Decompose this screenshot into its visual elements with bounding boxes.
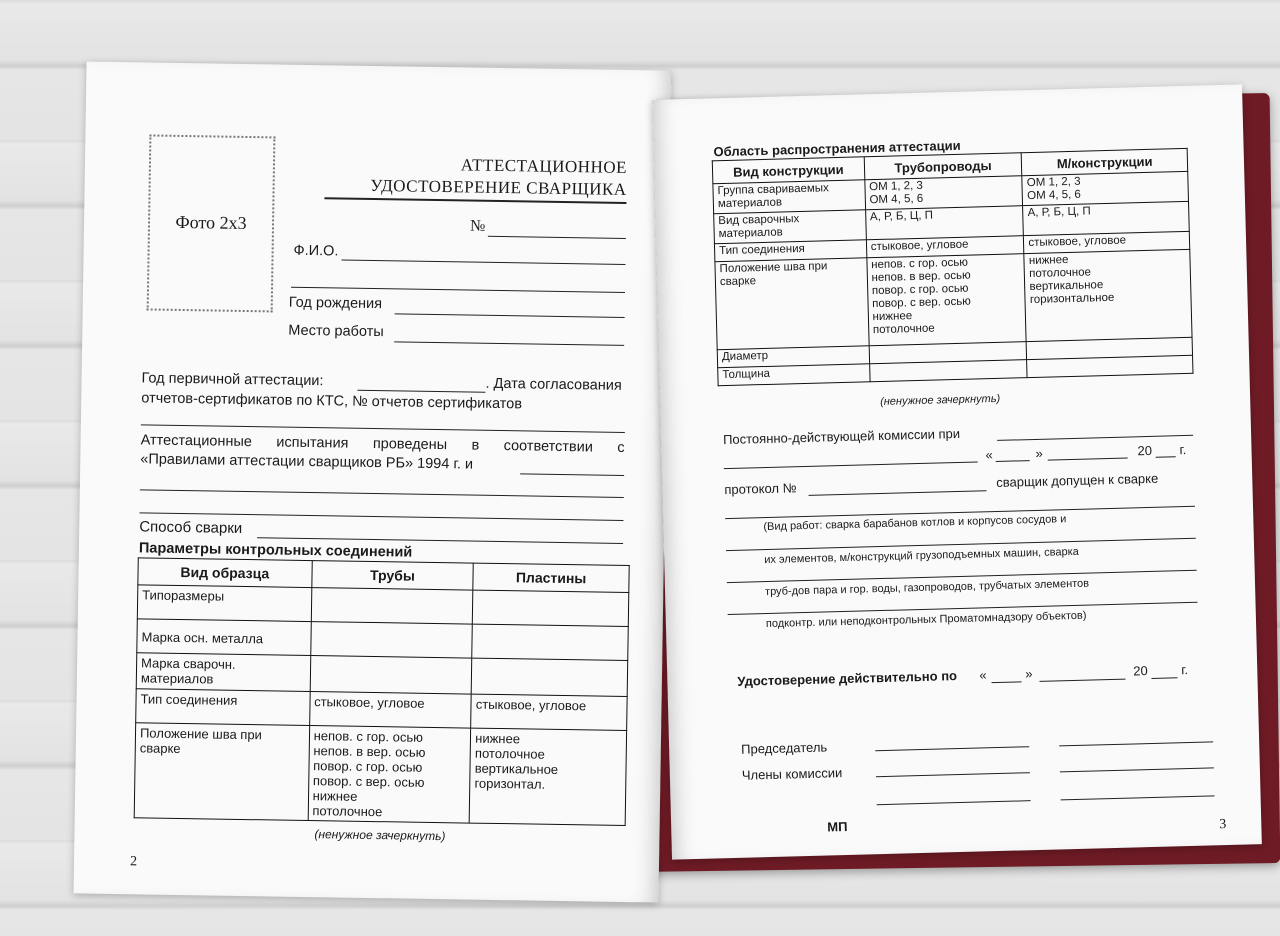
number-label: № xyxy=(469,217,486,235)
row-label: Типоразмеры xyxy=(137,585,311,622)
pipes-cell: стыковое, угловое xyxy=(309,692,471,729)
work-type-line3: труб-дов пара и гор. воды, газопроводов, трубчатых элементов xyxy=(764,577,1090,599)
birth-year-label: Год рождения xyxy=(288,294,383,313)
row-label: Марка осн. металла xyxy=(137,619,311,656)
commission-field-line2[interactable] xyxy=(724,461,978,469)
pipes-cell[interactable] xyxy=(310,622,472,659)
scope-title: Область распространения аттестации xyxy=(713,137,961,160)
member2-name-field[interactable] xyxy=(1061,795,1215,800)
reports-label: отчетов-сертификатов по КТС, № отчетов сертификатов xyxy=(141,390,523,413)
row-label: Вид сварочных материалов xyxy=(714,210,866,244)
structures-cell[interactable] xyxy=(1027,355,1193,377)
commission-year-field[interactable] xyxy=(1156,456,1176,458)
work-type-line4: подконтр. или неподконтрольных Проматомнадзору объектов) xyxy=(765,609,1087,631)
fio-field-line2[interactable] xyxy=(291,287,625,293)
date-quote-open: « xyxy=(985,447,993,463)
chairman-name-field[interactable] xyxy=(1059,741,1213,746)
header-construction-type: Вид конструкции xyxy=(712,157,864,184)
first-attestation-label: Год первичной аттестации: xyxy=(141,370,324,390)
tests-field[interactable] xyxy=(520,473,624,476)
photo-placeholder xyxy=(147,134,276,312)
left-page xyxy=(74,61,672,902)
structures-cell: А, Р, Б, Ц, П xyxy=(1023,201,1189,235)
scope-table xyxy=(712,148,1194,386)
chairman-signature-field[interactable] xyxy=(875,746,1029,751)
number-field[interactable] xyxy=(488,236,626,239)
row-label: Группа свариваемых материалов xyxy=(713,180,865,214)
approval-label: . Дата согласования xyxy=(485,375,622,394)
pipelines-cell[interactable] xyxy=(869,360,1027,382)
valid-year-field[interactable] xyxy=(1151,677,1177,679)
page-number: 3 xyxy=(1219,817,1227,833)
valid-label: Удостоверение действительно по xyxy=(737,668,958,689)
header-specimen-type: Вид образца xyxy=(138,558,312,588)
title-line1: АТТЕСТАЦИОННОЕ xyxy=(460,155,628,177)
tests-field-line2[interactable] xyxy=(140,489,624,498)
structures-cell: ОМ 1, 2, 3 ОМ 4, 5, 6 xyxy=(1022,171,1188,205)
header-structures: М/конструкции xyxy=(1022,148,1188,175)
row-label: Марка сварочн. материалов xyxy=(136,653,310,692)
reports-field[interactable] xyxy=(141,424,625,433)
valid-quote-close: » xyxy=(1025,666,1033,682)
member1-name-field[interactable] xyxy=(1060,767,1214,772)
workplace-field[interactable] xyxy=(394,341,624,346)
plates-cell[interactable] xyxy=(473,590,629,626)
plates-cell: стыковое, угловое xyxy=(471,694,627,730)
protocol-field[interactable] xyxy=(809,490,987,496)
workplace-label: Место работы xyxy=(288,322,384,341)
table-row xyxy=(715,249,1192,349)
first-attestation-field[interactable] xyxy=(357,390,485,393)
plates-cell[interactable] xyxy=(472,624,628,660)
valid-month-field[interactable] xyxy=(1039,679,1125,682)
year-suffix: г. xyxy=(1179,441,1187,458)
row-label: Диаметр xyxy=(717,346,869,368)
admitted-label: сварщик допущен к сварке xyxy=(996,470,1159,490)
strike-note: (ненужное зачеркнуть) xyxy=(879,392,1001,408)
right-page xyxy=(652,84,1262,859)
commission-month-field[interactable] xyxy=(1048,458,1128,461)
member2-signature-field[interactable] xyxy=(877,800,1031,805)
params-title: Параметры контрольных соединений xyxy=(138,540,413,561)
header-pipes: Трубы xyxy=(311,561,473,591)
work-type-line1: (Вид работ: сварка барабанов котлов и корпусов сосудов и xyxy=(763,513,1067,534)
tests-text-line2: «Правилами аттестации сварщиков РБ» 1994 г. и xyxy=(140,451,474,473)
row-label: Положение шва при сварке xyxy=(134,723,309,821)
row-label: Тип соединения xyxy=(714,240,866,262)
table-row xyxy=(134,723,626,826)
pipelines-cell: непов. с гор. осью непов. в вер. осью повор. с гор. осью повор. с вер. осью нижнее потолочное xyxy=(867,254,1027,346)
pipelines-cell: стыковое, угловое xyxy=(866,236,1024,258)
seal-label: МП xyxy=(827,818,848,835)
valid-year-prefix: 20 xyxy=(1133,663,1148,679)
strike-note: (ненужное зачеркнуть) xyxy=(314,827,446,844)
page-number: 2 xyxy=(129,854,138,870)
structures-cell: стыковое, угловое xyxy=(1024,231,1190,253)
welding-method-label: Способ сварки xyxy=(139,518,243,537)
pipes-cell: непов. с гор. осью непов. в вер. осью повор. с гор. осью повор. с вер. осью нижнее потолочное xyxy=(308,726,471,824)
valid-quote-open: « xyxy=(979,667,987,683)
photo-label: Фото 2x3 xyxy=(175,211,247,233)
commission-label: Постоянно-действующей комиссии при xyxy=(722,425,961,448)
work-type-line2: их элементов, м/конструкций грузоподъемных машин, сварка xyxy=(764,545,1079,567)
year-prefix: 20 xyxy=(1137,442,1153,459)
pipelines-cell: А, Р, Б, Ц, П xyxy=(865,206,1023,240)
birth-year-field[interactable] xyxy=(395,313,625,318)
params-table xyxy=(134,557,630,826)
members-label: Члены комиссии xyxy=(741,765,843,783)
row-label: Положение шва при сварке xyxy=(715,258,869,350)
valid-day-field[interactable] xyxy=(992,681,1022,683)
header-plates: Пластины xyxy=(473,563,629,592)
plates-cell[interactable] xyxy=(471,658,627,696)
chairman-label: Председатель xyxy=(740,739,828,757)
tests-text-line1: Аттестационные испытания проведены в соответствии с xyxy=(140,432,625,456)
pipes-cell[interactable] xyxy=(311,588,473,625)
row-label: Тип соединения xyxy=(136,689,310,726)
structures-cell: нижнее потолочное вертикальное горизонтальное xyxy=(1024,249,1192,341)
fio-field[interactable] xyxy=(341,259,625,264)
commission-day-field[interactable] xyxy=(996,460,1030,462)
header-pipelines: Трубопроводы xyxy=(864,153,1022,180)
protocol-label: протокол № xyxy=(724,480,797,498)
pipelines-cell: ОМ 1, 2, 3 ОМ 4, 5, 6 xyxy=(864,176,1022,210)
pipes-cell[interactable] xyxy=(310,656,472,695)
member1-signature-field[interactable] xyxy=(876,772,1030,777)
date-quote-close: » xyxy=(1035,445,1043,461)
commission-field[interactable] xyxy=(997,435,1193,441)
title-line2: УДОСТОВЕРЕНИЕ СВАРЩИКА xyxy=(370,175,627,199)
plates-cell: нижнее потолочное вертикальное горизонтал. xyxy=(469,728,626,825)
valid-year-suffix: г. xyxy=(1181,662,1189,678)
fio-label: Ф.И.О. xyxy=(293,242,339,260)
row-label: Толщина xyxy=(718,364,870,386)
